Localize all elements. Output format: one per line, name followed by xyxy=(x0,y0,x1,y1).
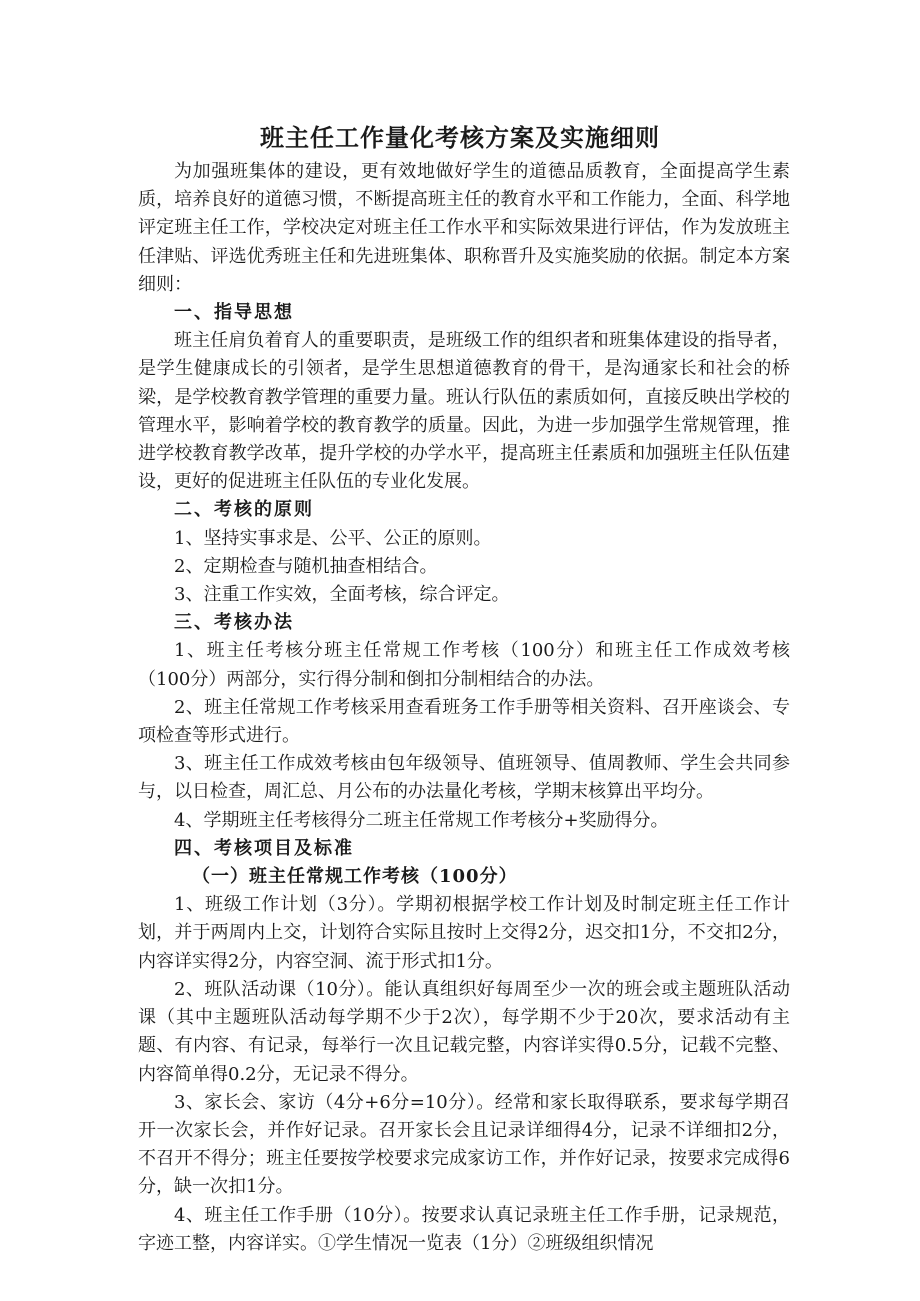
list-item: 1、坚持实事求是、公平、公正的原则。 xyxy=(174,527,492,549)
page-title: 班主任工作量化考核方案及实施细则 xyxy=(260,124,660,152)
section-heading: 二、考核的原则 xyxy=(174,499,314,521)
list-item: 2、班队活动课（10分）。能认真组织好每周至少一次的班会或主题班队活动课（其中主题班队活动每学期不少于2次），每学期不少于20次，要求活动有主题、有内容、有记录，每举行一次且记载完整，内容详实得0.5分，记载不完整、内容简单得0.2分，无记录不得分。 xyxy=(138,978,790,1085)
body-paragraph: 班主任肩负着育人的重要职责，是班级工作的组织者和班集体建设的指导者，是学生健康成长的引领者，是学生思想道德教育的骨干，是沟通家长和社会的桥梁，是学校教育教学管理的重要力量。班认行队伍的素质如何，直接反映出学校的管理水平，影响着学校的教育教学的质量。因此，为进一步加强学生常规管理，推进学校教育教学改革，提升学校的办学水平，提高班主任素质和加强班主任队伍建设，更好的促进班主任队伍的专业化发展。 xyxy=(138,330,790,493)
list-item: 1、班主任考核分班主任常规工作考核（100分）和班主任工作成效考核（100分）两部分，实行得分制和倒扣分制相结合的办法。 xyxy=(138,640,790,690)
section-heading: 四、考核项目及标准 xyxy=(174,837,354,859)
list-item: 4、班主任工作手册（10分）。按要求认真记录班主任工作手册，记录规范，字迹工整，内容详实。①学生情况一览表（1分）②班级组织情况 xyxy=(138,1204,790,1254)
list-item: 3、家长会、家访（4分+6分=10分）。经常和家长取得联系，要求每学期召开一次家长会，并作好记录。召开家长会且记录详细得4分，记录不详细扣2分，不召开不得分；班主任要按学校要求完成家访工作，并作好记录，按要求完成得6分，缺一次扣1分。 xyxy=(138,1091,790,1198)
list-item: 2、定期检查与随机抽查相结合。 xyxy=(174,555,438,577)
list-item: 2、班主任常规工作考核采用查看班务工作手册等相关资料、召开座谈会、专项检查等形式进行。 xyxy=(138,696,790,747)
document-body xyxy=(138,158,790,1258)
list-item: 1、班级工作计划（3分）。学期初根据学校工作计划及时制定班主任工作计划，并于两周内上交，计划符合实际且按时上交得2分，迟交扣1分，不交扣2分，内容详实得2分，内容空洞、流于形式扣1分。 xyxy=(138,894,790,972)
section-heading: 一、指导思想 xyxy=(174,302,294,324)
section-heading: 三、考核办法 xyxy=(174,612,294,634)
list-item: 4、学期班主任考核得分二班主任常规工作考核分+奖励得分。 xyxy=(174,809,669,831)
list-item: 3、注重工作实效，全面考核，综合评定。 xyxy=(174,584,510,606)
intro-paragraph: 为加强班集体的建设，更有效地做好学生的道德品质教育，全面提高学生素质，培养良好的道德习惯，不断提高班主任的教育水平和工作能力，全面、科学地评定班主任工作，学校决定对班主任工作水平和实际效果进行评估，作为发放班主任津贴、评选优秀班主任和先进班集体、职称晋升及实施奖励的依据。制定本方案细则： xyxy=(138,161,790,295)
list-item: 3、班主任工作成效考核由包年级领导、值班领导、值周教师、学生会共同参与，以日检查，周汇总、月公布的办法量化考核，学期末核算出平均分。 xyxy=(138,753,790,803)
subsection-heading: （一）班主任常规工作考核（100分） xyxy=(192,866,518,888)
